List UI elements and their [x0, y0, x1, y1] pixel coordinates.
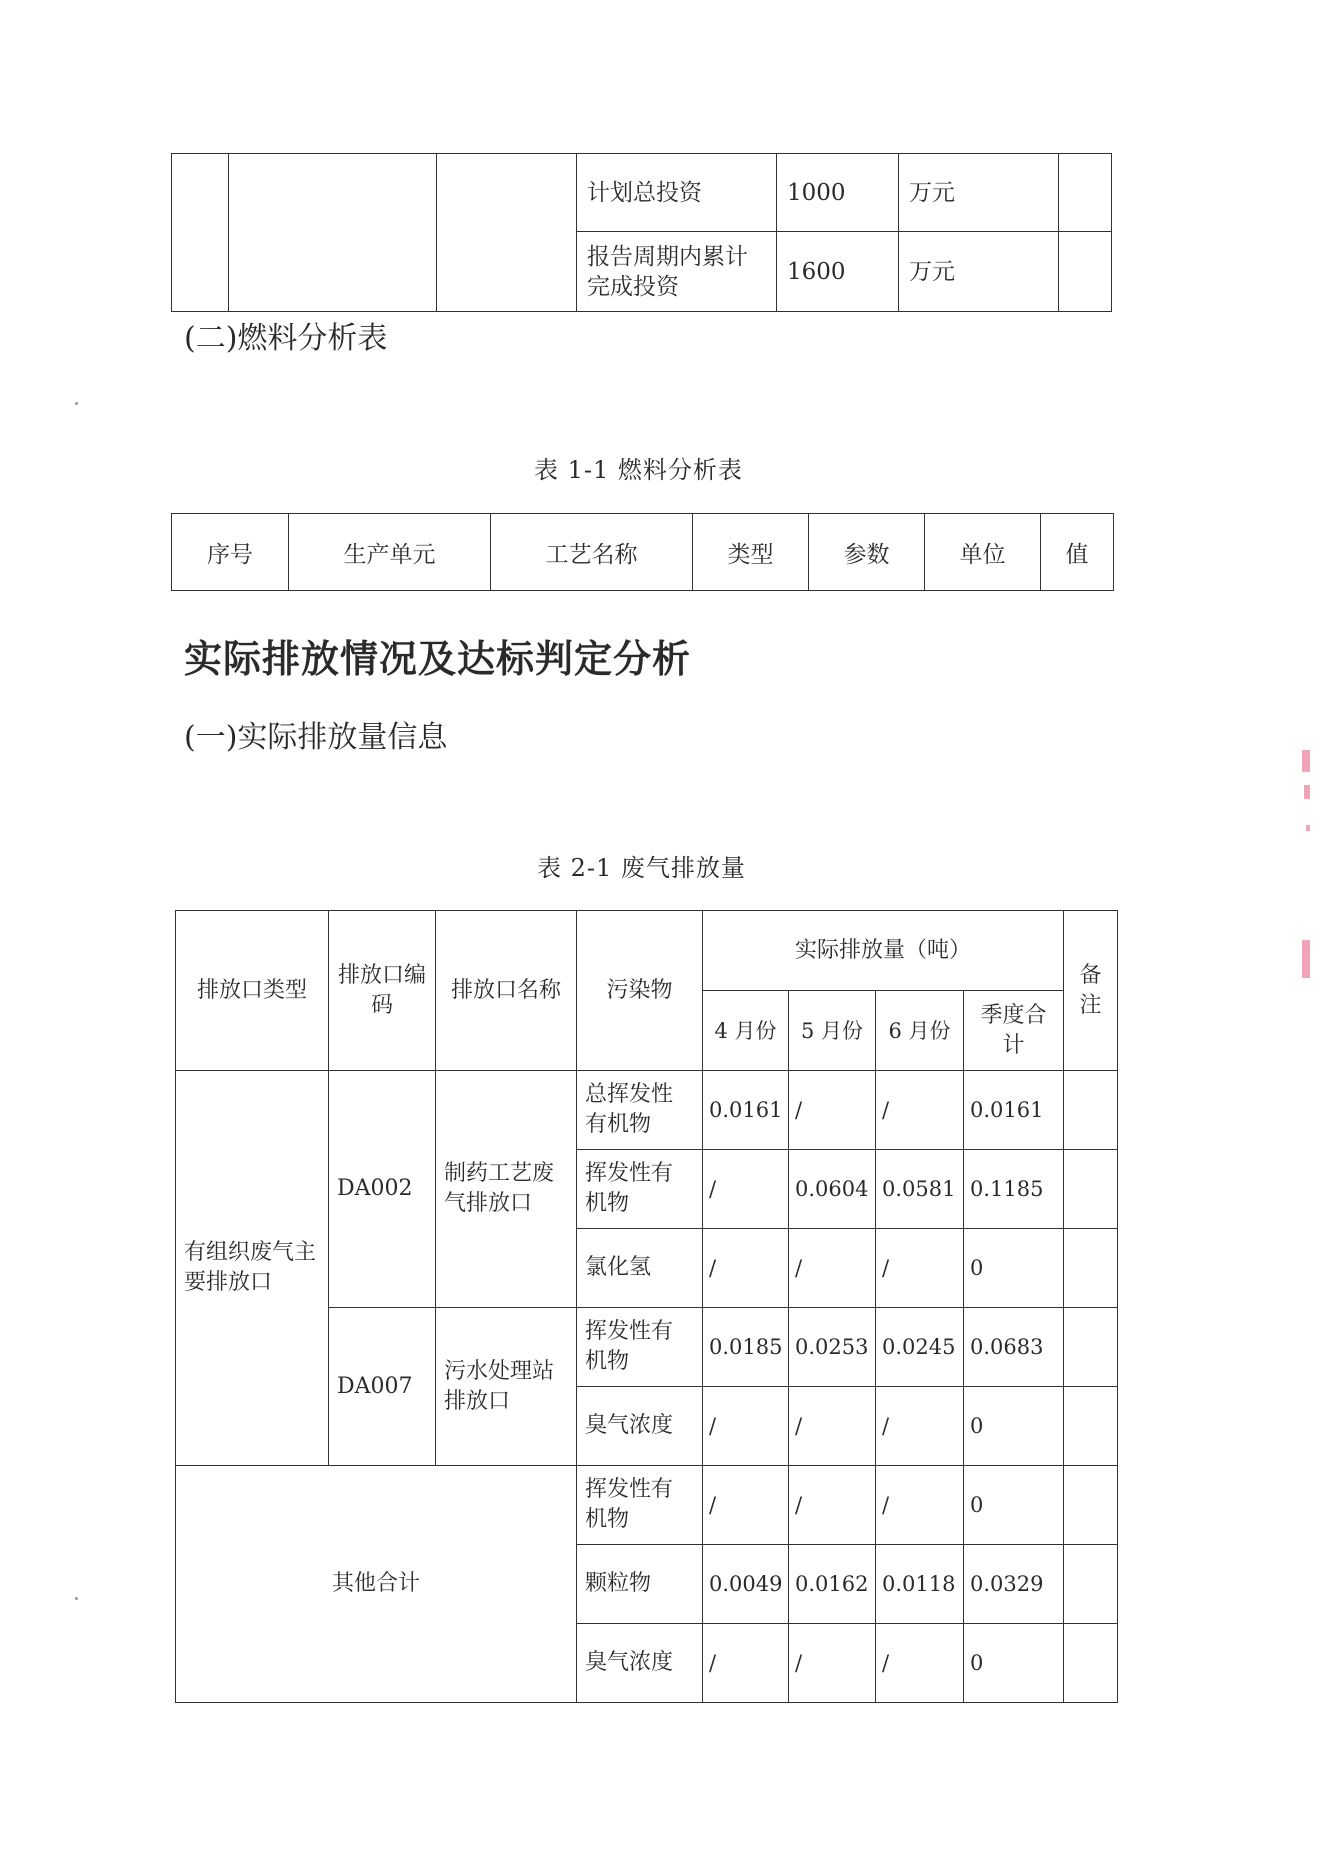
table-row	[172, 154, 1112, 232]
fuel-section-heading: (二)燃料分析表	[184, 321, 388, 356]
investment-label: 报告周期内累计完成投资	[577, 232, 777, 312]
value-cell: 0.0581	[876, 1150, 964, 1229]
value-cell: /	[789, 1229, 876, 1308]
outlet-name-cell: 制药工艺废气排放口	[436, 1071, 577, 1308]
header-outlet-type: 排放口类型	[176, 911, 329, 1071]
column-header: 序号	[172, 514, 289, 591]
value-cell: 0.0161	[703, 1071, 789, 1150]
value-cell: 0.0118	[876, 1545, 964, 1624]
outlet-code-cell: DA002	[329, 1071, 436, 1308]
value-cell: /	[703, 1229, 789, 1308]
column-header: 值	[1041, 514, 1114, 591]
remark-cell	[1064, 1150, 1118, 1229]
value-cell: 0.0185	[703, 1308, 789, 1387]
column-header: 工艺名称	[491, 514, 693, 591]
value-cell: /	[789, 1624, 876, 1703]
fuel-analysis-table	[171, 513, 1114, 591]
value-cell: /	[703, 1150, 789, 1229]
value-cell: 0	[964, 1466, 1064, 1545]
investment-value: 1000	[777, 154, 899, 232]
value-cell: /	[703, 1387, 789, 1466]
pollutant-cell: 臭气浓度	[577, 1387, 703, 1466]
value-cell: 0.0049	[703, 1545, 789, 1624]
header-month: 4 月份	[703, 991, 789, 1071]
pollutant-cell: 臭气浓度	[577, 1624, 703, 1703]
value-cell: 0	[964, 1624, 1064, 1703]
value-cell: 0.0253	[789, 1308, 876, 1387]
investment-label: 计划总投资	[577, 154, 777, 232]
value-cell: /	[876, 1624, 964, 1703]
value-cell: 0	[964, 1229, 1064, 1308]
header-quarter-total: 季度合计	[964, 991, 1064, 1071]
empty-cell	[437, 154, 577, 312]
gas-table-caption: 表 2-1 废气排放量	[537, 854, 746, 882]
value-cell: /	[703, 1466, 789, 1545]
empty-cell	[229, 154, 437, 312]
header-month: 6 月份	[876, 991, 964, 1071]
header-pollutant: 污染物	[577, 911, 703, 1071]
remark-cell	[1064, 1545, 1118, 1624]
column-header: 类型	[693, 514, 809, 591]
scan-speck	[75, 1597, 78, 1600]
table-row	[176, 1466, 1118, 1545]
seal-edge-mark	[1306, 825, 1310, 831]
header-actual-emission: 实际排放量（吨）	[703, 911, 1064, 991]
outlet-name-cell: 污水处理站排放口	[436, 1308, 577, 1466]
header-remark: 备注	[1064, 911, 1118, 1071]
value-cell: /	[876, 1071, 964, 1150]
column-header: 参数	[809, 514, 925, 591]
value-cell: /	[876, 1229, 964, 1308]
investment-unit: 万元	[899, 232, 1059, 312]
seal-edge-mark	[1304, 785, 1310, 799]
pollutant-cell: 挥发性有机物	[577, 1150, 703, 1229]
other-total-cell: 其他合计	[176, 1466, 577, 1703]
remark-cell	[1064, 1466, 1118, 1545]
emission-section-heading: (一)实际排放量信息	[184, 720, 448, 755]
pollutant-cell: 挥发性有机物	[577, 1308, 703, 1387]
value-cell: 0.0604	[789, 1150, 876, 1229]
value-cell: /	[789, 1387, 876, 1466]
empty-cell	[1059, 232, 1112, 312]
fuel-table-caption: 表 1-1 燃料分析表	[534, 456, 743, 484]
waste-gas-emission-table	[175, 910, 1118, 1703]
value-cell: 0.0683	[964, 1308, 1064, 1387]
header-outlet-name: 排放口名称	[436, 911, 577, 1071]
value-cell: 0.0162	[789, 1545, 876, 1624]
table-row	[176, 1071, 1118, 1150]
value-cell: 0	[964, 1387, 1064, 1466]
section-title: 实际排放情况及达标判定分析	[184, 637, 692, 681]
value-cell: /	[876, 1387, 964, 1466]
remark-cell	[1064, 1308, 1118, 1387]
seal-edge-mark	[1302, 940, 1310, 978]
scan-speck	[75, 402, 78, 405]
table-header-row	[176, 911, 1118, 991]
outlet-code-cell: DA007	[329, 1308, 436, 1466]
header-month: 5 月份	[789, 991, 876, 1071]
table-header-row	[172, 514, 1114, 591]
remark-cell	[1064, 1387, 1118, 1466]
value-cell: 0.1185	[964, 1150, 1064, 1229]
column-header: 生产单元	[289, 514, 491, 591]
value-cell: /	[789, 1071, 876, 1150]
value-cell: /	[789, 1466, 876, 1545]
remark-cell	[1064, 1229, 1118, 1308]
outlet-type-cell: 有组织废气主要排放口	[176, 1071, 329, 1466]
empty-cell	[1059, 154, 1112, 232]
pollutant-cell: 总挥发性有机物	[577, 1071, 703, 1150]
value-cell: 0.0329	[964, 1545, 1064, 1624]
remark-cell	[1064, 1071, 1118, 1150]
pollutant-cell: 氯化氢	[577, 1229, 703, 1308]
investment-table	[171, 153, 1112, 312]
pollutant-cell: 挥发性有机物	[577, 1466, 703, 1545]
value-cell: 0.0245	[876, 1308, 964, 1387]
empty-cell	[172, 154, 229, 312]
investment-unit: 万元	[899, 154, 1059, 232]
value-cell: /	[876, 1466, 964, 1545]
pollutant-cell: 颗粒物	[577, 1545, 703, 1624]
value-cell: 0.0161	[964, 1071, 1064, 1150]
header-outlet-code: 排放口编码	[329, 911, 436, 1071]
value-cell: /	[703, 1624, 789, 1703]
investment-value: 1600	[777, 232, 899, 312]
column-header: 单位	[925, 514, 1041, 591]
seal-edge-mark	[1302, 750, 1310, 772]
remark-cell	[1064, 1624, 1118, 1703]
